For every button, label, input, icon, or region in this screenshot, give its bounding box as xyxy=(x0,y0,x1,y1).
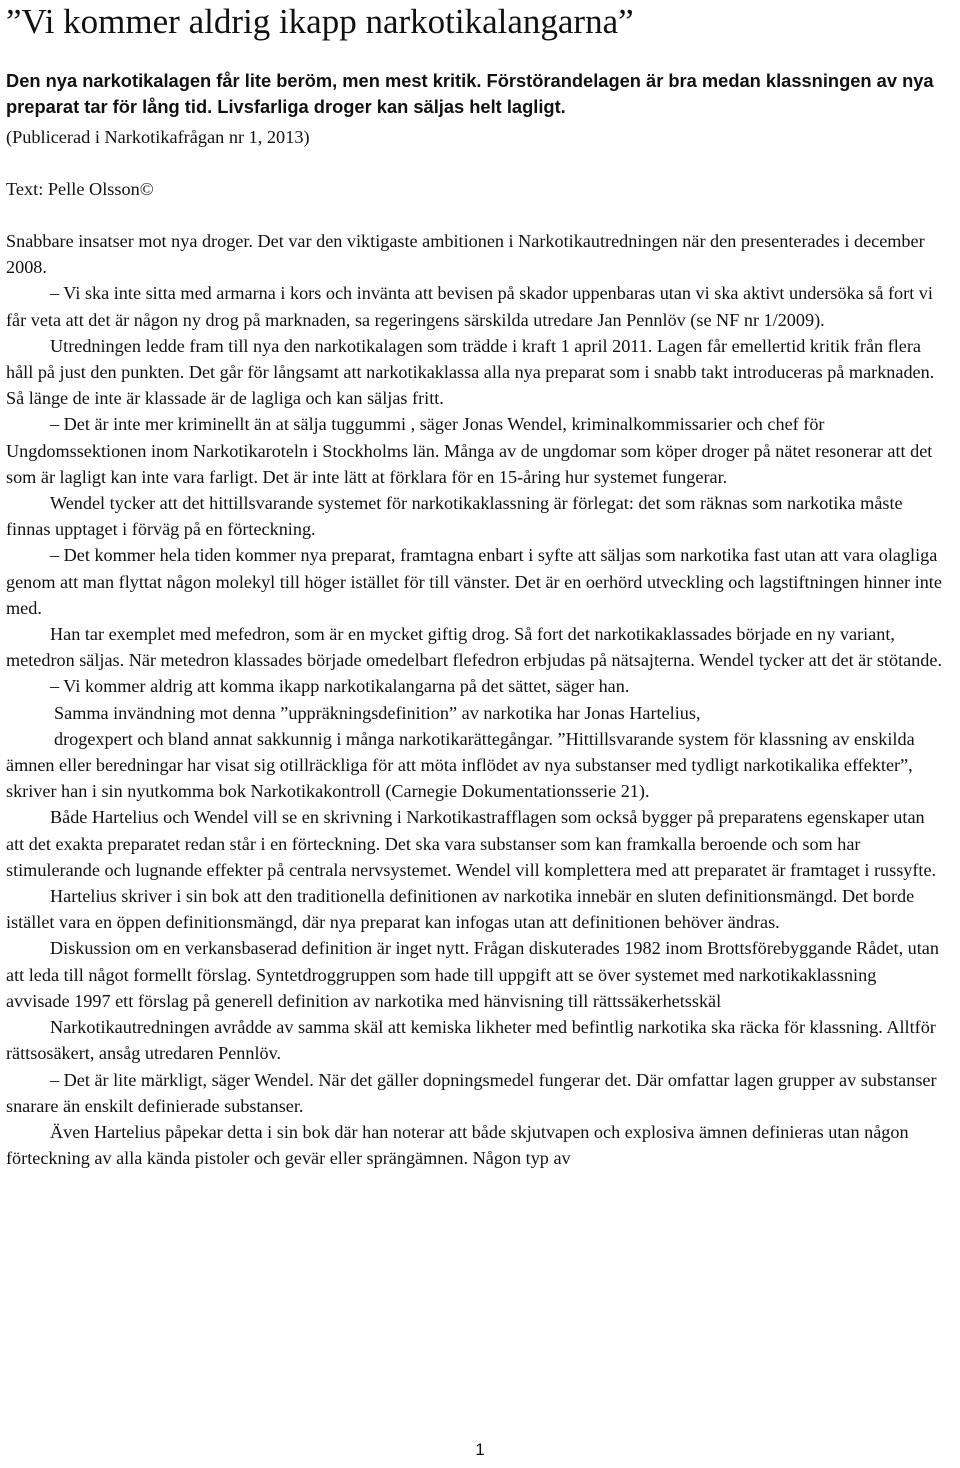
paragraph-4: – Det är inte mer kriminellt än at sälja tuggummi , säger Jonas Wendel, kriminalkommissarier och chef för Ungdomssektionen inom Narkotikaroteln i Stockholms län. Många av de ungdomar som köper droger på nätet resonerar att det som är lagligt kan inte vara farligt. Det är inte lätt at förklara för en 15-åring hur systemet fungerar. xyxy=(6,414,933,487)
paragraph-12: Både Hartelius och Wendel vill se en skrivning i Narkotikastrafflagen som också bygger på preparatens egenskaper utan att det exakta preparatet redan står i en förteckning. Det ska vara substanser som kan framkalla beroende och som har stimulerande och lugnande effekter på centrala nervsystemet. Wendel vill komplettera med att preparatet är framtaget i russyfte. xyxy=(6,807,937,880)
byline: Text: Pelle Olsson© xyxy=(6,179,154,199)
publication-note: (Publicerad i Narkotikafrågan nr 1, 2013) xyxy=(6,127,310,147)
article-body xyxy=(6,228,942,1171)
paragraph-10: drogexpert och bland annat sakkunnig i många narkotikarättegångar. xyxy=(54,728,553,749)
paragraph-5: Wendel tycker att det hittillsvarande systemet för narkotikaklassning är förlegat: det som räknas som narkotika måste finnas upptaget i förväg på en förteckning. xyxy=(6,493,903,540)
paragraph-2: – Vi ska inte sitta med armarna i kors och invänta att bevisen på skador uppenbaras utan vi ska aktivt undersöka så fort vi får veta att det är någon ny drog på marknaden, sa regeringens särskilda utredare Jan Pennlöv (se NF nr 1/2009). xyxy=(6,283,933,330)
article-title: ”Vi kommer aldrig ikapp narkotikalangarna” xyxy=(6,2,634,41)
paragraph-17: Även Hartelius påpekar detta i sin bok där han noterar att både skjutvapen och explosiva ämnen definieras utan någon förteckning av alla kända pistoler och gevär eller sprängämnen. Någon typ av xyxy=(6,1121,909,1169)
article-lead: Den nya narkotikalagen får lite beröm, men mest kritik. Förstörandelagen är bra medan klassningen av nya preparat tar för lång tid. Livsfarliga droger kan säljas helt lagligt. xyxy=(6,70,934,117)
paragraph-16: – Det är lite märkligt, säger Wendel. När det gäller dopningsmedel fungerar det. Där omfattar lagen grupper av substanser snarare än enskilt definierade substanser. xyxy=(6,1069,937,1116)
paragraph-14: Diskussion om en verkansbaserad definition är inget nytt. Frågan diskuterades 1982 inom Brottsförebyggande Rådet, utan att leda till något formellt förslag. Syntetdroggruppen som hade till uppgift att se över systemet med narkotikaklassning avvisade 1997 ett förslag på generell definition av narkotika med hänvisning till rättssäkerhetsskäl xyxy=(6,938,939,1011)
page-number: 1 xyxy=(475,1440,485,1459)
paragraph-9: Samma invändning mot denna ”uppräkningsdefinition” av narkotika har Jonas Hartelius, xyxy=(54,702,701,723)
paragraph-15: Narkotikautredningen avrådde av samma skäl att kemiska likheter med befintlig narkotika ska räcka för klassning. Alltför rättsosäkert, ansåg utredaren Pennlöv. xyxy=(6,1017,936,1064)
paragraph-8: – Vi kommer aldrig att komma ikapp narkotikalangarna på det sättet, säger han. xyxy=(50,676,630,697)
paragraph-1: Snabbare insatser mot nya droger. Det var den viktigaste ambitionen i Narkotikautredningen när den presenterades i december 2008. xyxy=(6,231,925,278)
paragraph-6: – Det kommer hela tiden kommer nya preparat, framtagna enbart i syfte att säljas som narkotika fast utan att vara olagliga genom att man flyttat någon molekyl till höger istället för till vänster. Det är en oerhörd utveckling och lagstiftningen hinner inte med. xyxy=(6,545,942,618)
paragraph-3: Utredningen ledde fram till nya den narkotikalagen som trädde i kraft 1 april 2011. Lagen får emellertid kritik från flera håll på just den punkten. Det går för långsamt att narkotikaklassa alla nya preparat som i snabb takt introduceras på marknaden. Så länge de inte är klassade är de lagliga och kan säljas fritt. xyxy=(6,335,935,409)
paragraph-11: ”Hittillsvarande system för klassning av enskilda ämnen eller beredningar har visat sig otillräckliga för att möta inflödet av nya substanser med tydligt narkotikalika effekter”, skriver han i sin nyutkomma bok Narkotikakontroll (Carnegie Dokumentationsserie 21). xyxy=(6,728,915,802)
paragraph-13: Hartelius skriver i sin bok att den traditionella definitionen av narkotika innebär en sluten definitionsmängd. Det borde istället vara en öppen definitionsmängd, där nya preparat kan infogas utan att definitionen behöver ändras. xyxy=(6,886,915,933)
paragraph-7: Han tar exemplet med mefedron, som är en mycket giftig drog. Så fort det narkotikaklassades började en ny variant, metedron säljas. När metedron klassades började omedelbart flefedron erbjudas på nätsajterna. Wendel tycker att det är stötande. xyxy=(6,624,943,671)
